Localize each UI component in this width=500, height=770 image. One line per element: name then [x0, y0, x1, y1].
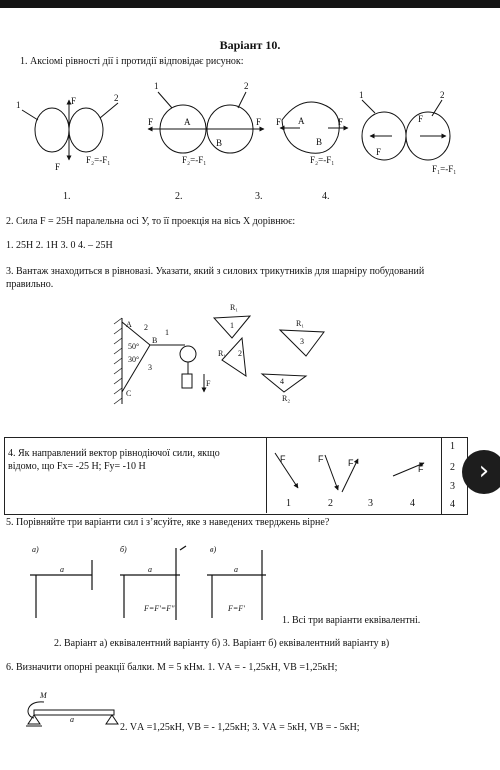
svg-text:C: C — [126, 389, 132, 398]
svg-text:2: 2 — [238, 349, 242, 358]
svg-text:F: F — [256, 117, 262, 127]
svg-text:F: F — [206, 379, 211, 388]
svg-text:F₁=-F₁: F₁=-F₁ — [432, 164, 457, 174]
svg-text:1: 1 — [230, 321, 234, 330]
svg-text:F: F — [276, 117, 282, 127]
svg-text:R₁: R₁ — [296, 319, 305, 328]
svg-text:2: 2 — [144, 323, 148, 332]
question-5-options-2-3: 2. Варіант а) еквівалентний варіанту б) 3. Варіант б) еквівалентний варіанту в) — [54, 638, 390, 649]
svg-text:F: F — [376, 147, 382, 157]
page-title: Варіант 10. — [219, 38, 281, 52]
svg-text:2: 2 — [440, 90, 445, 100]
svg-text:F: F — [148, 117, 154, 127]
question-5-option-1: 1. Всі три варіанти еквівалентні. — [282, 615, 421, 626]
vector-3-label: 3 — [368, 498, 373, 509]
svg-text:б): б) — [120, 545, 127, 554]
question-2-options: 1. 25Н 2. 1Н 3. 0 4. – 25Н — [6, 240, 113, 251]
svg-text:A: A — [298, 116, 305, 126]
question-4-text-line2: відомо, що Fх= -25 Н; Fу= -10 Н — [8, 461, 146, 472]
question-2-text: 2. Сила F = 25Н паралельна осі У, то її проекція на вісь Х дорівнює: — [6, 216, 296, 227]
svg-text:R₁: R₁ — [218, 349, 227, 358]
svg-text:R₁: R₁ — [230, 303, 239, 312]
svg-text:2: 2 — [114, 93, 119, 103]
question-6-options-2-3: 2. VА =1,25кН, VВ = - 1,25кН; 3. VА = 5кН, VВ = - 5кН; — [120, 722, 360, 733]
figure-4-label: 4. — [322, 191, 330, 202]
vector-2-label: 2 — [328, 498, 333, 509]
answer-option-3[interactable]: 3 — [450, 481, 455, 492]
answer-option-2[interactable]: 2 — [450, 462, 455, 473]
svg-text:F₂=-F₁: F₂=-F₁ — [310, 155, 335, 165]
answer-option-4[interactable]: 4 — [450, 499, 455, 510]
svg-text:1: 1 — [165, 328, 169, 337]
question-1-text: 1. Аксіомі рівності дії і протидії відповідає рисунок: — [20, 56, 244, 67]
svg-text:3: 3 — [148, 363, 152, 372]
svg-text:a: a — [70, 715, 74, 724]
svg-text:M: M — [40, 691, 47, 700]
svg-text:1: 1 — [154, 81, 159, 91]
svg-text:F: F — [280, 454, 286, 464]
svg-text:R₂: R₂ — [282, 394, 291, 403]
svg-text:3: 3 — [300, 337, 304, 346]
svg-text:a: a — [148, 565, 152, 574]
svg-text:F=F': F=F' — [228, 604, 245, 613]
svg-text:A: A — [126, 320, 132, 329]
svg-text:F: F — [418, 114, 424, 124]
svg-text:4: 4 — [280, 377, 284, 386]
svg-text:B: B — [152, 336, 158, 345]
svg-text:1: 1 — [359, 90, 364, 100]
question-5-text: 5. Порівняйте три варіанти сил і з’ясуйте, яке з наведених тверджень вірне? — [6, 517, 330, 528]
svg-text:A: A — [184, 117, 191, 127]
figure-2-label: 2. — [175, 191, 183, 202]
chevron-right-icon: › — [478, 456, 490, 486]
svg-text:F: F — [318, 454, 324, 464]
question-3-text-line2: правильно. — [6, 279, 54, 290]
svg-text:1: 1 — [16, 100, 21, 110]
answer-option-1[interactable]: 1 — [450, 441, 455, 452]
svg-text:2: 2 — [244, 81, 249, 91]
svg-text:30°: 30° — [128, 355, 140, 364]
svg-text:F: F — [338, 117, 344, 127]
svg-text:F₂=-F₁: F₂=-F₁ — [86, 155, 111, 165]
svg-text:B: B — [316, 137, 323, 147]
question-4-text-line1: 4. Як направлений вектор рівнодіючої сили, якщо — [8, 448, 220, 459]
svg-text:a): a) — [32, 545, 39, 554]
question-6-text: 6. Визначити опорні реакції балки. М = 5 кНм. 1. VА = - 1,25кН, VВ =1,25кН; — [6, 662, 338, 673]
svg-text:F₂=-F₁: F₂=-F₁ — [182, 155, 207, 165]
svg-text:F: F — [348, 458, 354, 468]
figure-1-label: 1. — [63, 191, 71, 202]
figure-3-label: 3. — [255, 191, 263, 202]
svg-text:B: B — [216, 138, 223, 148]
svg-text:a: a — [234, 565, 238, 574]
svg-text:a: a — [60, 565, 64, 574]
vector-4-label: 4 — [410, 498, 415, 509]
svg-text:50°: 50° — [128, 342, 140, 351]
svg-text:F=F'=F": F=F'=F" — [144, 604, 175, 613]
svg-text:F: F — [55, 162, 61, 172]
question-3-text-line1: 3. Вантаж знаходиться в рівновазі. Указати, який з силових трикутників для шарніру побудований — [6, 266, 425, 277]
svg-text:в): в) — [210, 545, 217, 554]
svg-text:F: F — [418, 464, 424, 474]
vector-1-label: 1 — [286, 498, 291, 509]
svg-text:F: F — [71, 96, 77, 106]
